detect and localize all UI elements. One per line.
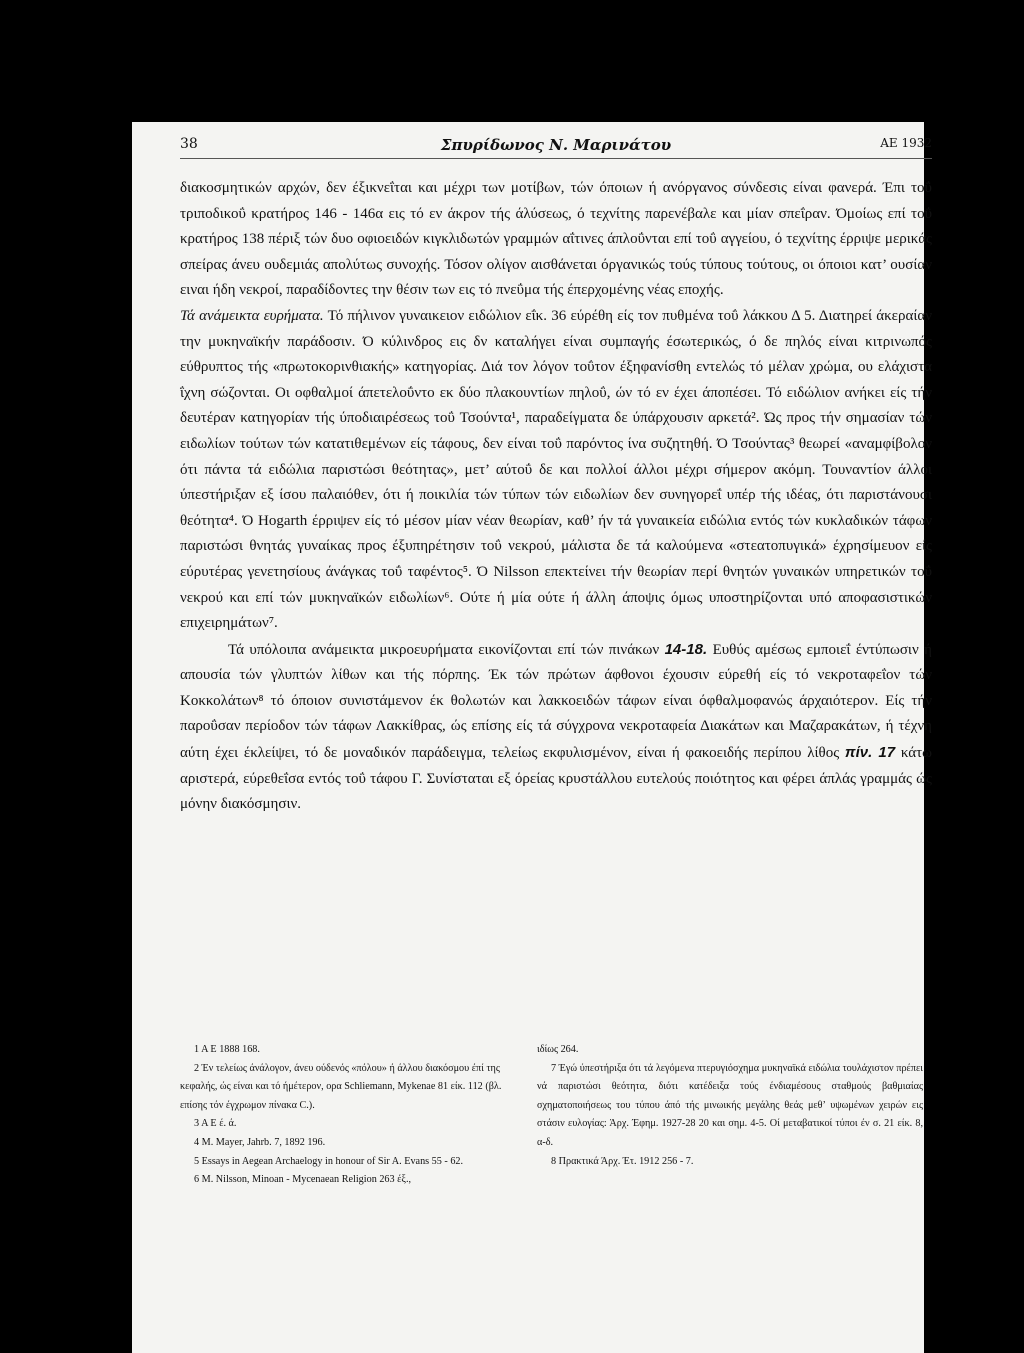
paragraph-3-part-b: Ευθύς αμέσως εμποιεΐ έντύπωσιν ή απουσία τών γλυπτών λίθων και τής πόρπης. Έκ τών πρώτων άφθονοι έχουσιν εύρεθή είς τό νεκροταφεΐον τών Κοκκολάτων⁸ τό όποιον συνιστάμενον έκ θολωτών και λακκοειδών τάφων είναι όφθαλμοφανώς άρχαιότερον. Είς τήν παροΰσαν περίοδον τών τάφων Λακκίθρας, ώς επίσης είς τά σύγχρονα νεκροταφεία Διακάτων και Μαζαρακάτων, ή τέχνη αύτη έχει έκλείψει, τό δε μοναδικόν παράδειγμα, τελείως εκφυλισμένον, είναι ή φακοειδής περίπου λίθος (180, 641, 933, 762)
footnote: 6 M. Nilsson, Minoan - Mycenaean Religion 263 έξ., (194, 1174, 412, 1186)
footnote: 4 M. Mayer, Jahrb. 7, 1892 196. (194, 1136, 326, 1148)
paragraph-3-part-c: κάτω αριστερά, εύρεθεΐσα εντός τοΰ τάφου Γ. Συνίσταται εξ όρείας κρυστάλλου ευτελούς ποιότητος και φέρει άπλάς γραμμάς ώς μόνην διακόσμησιν. (180, 745, 933, 813)
main-text (180, 176, 932, 818)
document-page (132, 122, 933, 1353)
footnotes-right (537, 1041, 923, 1171)
page-number: 38 (180, 136, 198, 152)
footnote: 3 Α Ε έ. ά. (194, 1118, 237, 1130)
running-header (180, 136, 932, 158)
footnote: 5 Essays in Aegean Archaelogy in honour of Sir A. Evans 55 - 62. (194, 1155, 464, 1167)
journal-reference: ΑΕ 1932 (880, 136, 932, 150)
footnote: 7 Έγώ ύπεστήριξα ότι τά λεγόμενα πτερυγιόσχημα μυκηναϊκά ειδώλια τουλάχιστον πρέπει νά παριστώσι θεότητα, διότι κατέδειξα τούς ένδιαμέσους σταθμούς βαθμιαίας σχηματοποιήσεως του τύπου άπό τής μινωικής μεγάλης θεάς μεθ’ υψωμένων χειρών εις στάσιν ευλογίας: Άρχ. Έφημ. 1927-28 20 και σημ. 4-5. Οί μεταβατικοί τύποι έν σ. 21 είκ. 8, α-δ. (537, 1062, 923, 1148)
footnote: 1 Α Ε 1888 168. (194, 1044, 260, 1055)
footnote: 2 Έν τελείως άνάλογον, άνευ ούδενός «πόλου» ή άλλου διακόσμου έπί της κεφαλής, ώς είναι και τό ήμέτερον, ορα Schliemann, Mykenae 81 είκ. 112 (βλ. επίσης τόν έγχρωμον πίνακα C.). (180, 1062, 502, 1111)
footnotes-left (180, 1041, 524, 1190)
header-rule (180, 158, 932, 159)
paragraph-2 (180, 304, 932, 637)
paragraph-3 (180, 637, 932, 818)
paragraph-2-text: Τό πήλινον γυναικειον ειδώλιον εΐκ. 36 εύρέθη είς τον πυθμένα τοΰ λάκκου Δ 5. Διατηρεί άκεραίαν την μυκηναϊκήν παράδοσιν. Ό κύλινδρος εις δν καταλήγει είναι συμπαγής έσωτερικώς, ό δε πηλός είναι κιτρινωπός εύθρυπτος τής «πρωτοκορινθιακής» κατηγορίας. Διά τον λόγον τοΰτον έξηφανίσθη εντελώς τό μέλαν χρώμα, ου ελάχιστα ΐχνη σώζονται. Οι οφθαλμοί άπετελοΰντο εκ δύο πλακουντίων πηλοΰ, ών τό εν έχει άποπέσει. Τό ειδώλιον ανήκει είς τήν δευτέραν κατηγορίαν τής ύποδιαιρέσεως τοΰ Τσούντα¹, παραδείγματα δε ύπάρχουσιν αρκετά². Ώς προς τήν σημασίαν τών ειδωλίων τούτων τών κατατιθεμένων είς τάφους, δεν είναι τοΰ παρόντος ίνα συζητηθή. Ό Τσούντας³ θεωρεί «αναμφίβολον ότι πάντα τά ειδώλια παριστώσι θεότητας», μετ’ αύτοΰ δε και πολλοί άλλοι μέχρι σήμερον ακόμη. Τουναντίον άλλοι ύπεστήριξαν εξ ίσου παλαιόθεν, ότι ή ποικιλία τών τύπων τών ειδωλίων δεν συνηγορεΐ υπέρ τής ιδέας, ότι παριστάνουσι θεότητα⁴. Ό Hogarth έρριψεν είς τό μέσον μίαν νέαν θεωρίαν, καθ’ ήν τά γυναικεία ειδώλια εντός τών κυκλαδικών τάφων παριστώσι θνητάς γυναίκας προς έξυπηρέτησιν τοΰ νεκρού, μάλιστα δε τά καλούμενα «στεατοπυγικά» έχρησίμευον είς εύρυτέρας γενετησίους άνάγκας τοΰ ταφέντος⁵. Ό Nilsson επεκτείνει τήν θεωρίαν περί θνητών γυναικών υπηρετικών τοΰ νεκρού και επί τών μυκηναϊκών ειδωλίων⁶. Ούτε ή μία ούτε ή άλλη άποψις όμως υποστηρίζονται υπό αποφασιστικών επιχειρημάτων⁷. (180, 307, 932, 632)
footnote-continuation: ιδίως 264. (537, 1044, 579, 1055)
paragraph-1: διακοσμητικών αρχών, δεν έξικνεΐται και μέχρι των μοτίβων, τών όποιων ή ανόργανος σύνδεσις είναι φανερά. Έπι τοΰ τριποδικοΰ κρατήρος 146 - 146α εις τό εν άκρον τής άλύσεως, ό τεχνίτης παρενέβαλε και μίαν σπεΐραν. Όμοίως επί τοΰ κρατήρος 138 πέριξ τών δυο οφιοειδών κιγκλιδωτών γραμμών αΐτινες άπλοΰνται επί τοΰ αγγείου, ό τεχνίτης έρριψε μερικάς σπείρας άνευ ουδεμιάς απολύτως συνοχής. Τόσον ολίγον αισθάνεται όργανικώς τούς τύπους τούτους, οι όποιοι κατ’ ουσίαν ειναι ήδη νεκροί, παραδίδοντες την θέσιν των εις τό πνεΰμα τής έπερχομένης νέας εποχής. (180, 180, 932, 299)
running-title: Σπυρίδωνος Ν. Μαρινάτου (440, 136, 672, 154)
plate-reference-2: πίν. 17 (844, 744, 896, 762)
paragraph-3-part-a: Τά υπόλοιπα ανάμεικτα μικροευρήματα εικονίζονται επί τών πινάκων (228, 641, 660, 658)
footnote: 8 Πρακτικά Άρχ. Έτ. 1912 256 - 7. (551, 1155, 694, 1167)
plate-reference: 14-18. (664, 640, 708, 658)
section-lead: Τά ανάμεικτα ευρήματα. (180, 307, 324, 324)
